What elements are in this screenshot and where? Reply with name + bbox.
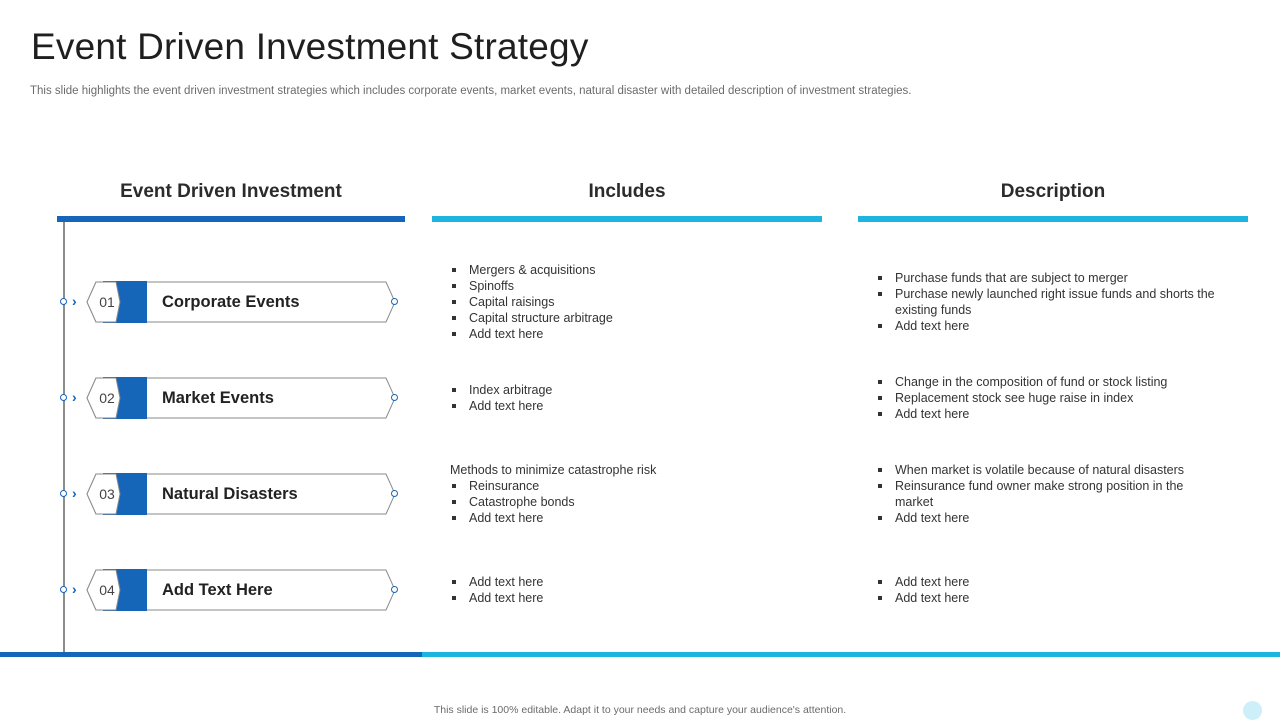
timeline-dot-4	[60, 586, 67, 593]
footer-note: This slide is 100% editable. Adapt it to your needs and capture your audience's attention.	[433, 704, 847, 716]
list-item: Index arbitrage	[450, 382, 552, 398]
list-item: Capital structure arbitrage	[450, 310, 613, 326]
description-list-4	[876, 574, 1221, 606]
list-item: Change in the composition of fund or stock listing	[876, 374, 1221, 390]
timeline-dot-1	[60, 298, 67, 305]
list-item: Replacement stock see huge raise in index	[876, 390, 1221, 406]
chevron-right-icon: ›	[72, 293, 77, 309]
event-label: Corporate Events	[162, 293, 300, 311]
list-item: Spinoffs	[450, 278, 613, 294]
list-item: Add text here	[876, 318, 1221, 334]
list-item: Add text here	[450, 326, 613, 342]
column-bar-includes	[432, 216, 822, 222]
event-item-natural-disasters[interactable]	[86, 473, 400, 515]
description-list-1	[876, 270, 1221, 334]
event-item-market-events[interactable]	[86, 377, 400, 419]
list-item: Purchase funds that are subject to merger	[876, 270, 1221, 286]
page-title: Event Driven Investment Strategy	[31, 26, 589, 67]
list-item: Add text here	[876, 510, 1221, 526]
event-label: Natural Disasters	[162, 485, 298, 503]
event-end-dot-3	[391, 490, 398, 497]
column-header-includes: Includes	[588, 181, 666, 202]
list-item: Add text here	[876, 590, 1221, 606]
event-end-dot-4	[391, 586, 398, 593]
event-item-add-text[interactable]	[86, 569, 400, 611]
description-list-2	[876, 374, 1221, 422]
includes-list-4	[450, 574, 543, 606]
list-item: Catastrophe bonds	[450, 494, 575, 510]
column-header-description: Description	[1000, 181, 1106, 202]
event-number: 04	[99, 582, 115, 598]
column-bar-event	[57, 216, 405, 222]
chevron-right-icon: ›	[72, 485, 77, 501]
event-label: Market Events	[162, 389, 274, 407]
event-end-dot-1	[391, 298, 398, 305]
includes-list-1	[450, 262, 613, 342]
list-item: When market is volatile because of natural disasters	[876, 462, 1221, 478]
list-item: Add text here	[450, 510, 575, 526]
list-item: Reinsurance fund owner make strong position in the market	[876, 478, 1221, 510]
chevron-right-icon: ›	[72, 389, 77, 405]
column-header-event: Event Driven Investment	[120, 181, 342, 202]
list-item: Add text here	[450, 590, 543, 606]
event-end-dot-2	[391, 394, 398, 401]
list-item: Add text here	[876, 406, 1221, 422]
column-bar-description	[858, 216, 1248, 222]
bottom-bar-light	[422, 652, 1280, 657]
list-item: Add text here	[450, 398, 552, 414]
includes-intro-3: Methods to minimize catastrophe risk	[450, 463, 657, 477]
page-subtitle: This slide highlights the event driven investment strategies which includes corporate events, market events, natural disaster with detailed description of investment strategies.	[30, 85, 912, 97]
list-item: Mergers & acquisitions	[450, 262, 613, 278]
chevron-right-icon: ›	[72, 581, 77, 597]
list-item: Add text here	[450, 574, 543, 590]
event-number: 02	[99, 390, 115, 406]
corner-circle-icon	[1243, 701, 1262, 720]
timeline-dot-2	[60, 394, 67, 401]
timeline-dot-3	[60, 490, 67, 497]
description-list-3	[876, 462, 1221, 526]
list-item: Purchase newly launched right issue funds and shorts the existing funds	[876, 286, 1221, 318]
list-item: Reinsurance	[450, 478, 575, 494]
event-number: 01	[99, 294, 115, 310]
bottom-bar-dark	[0, 652, 422, 657]
event-label: Add Text Here	[162, 581, 273, 599]
event-item-corporate-events[interactable]	[86, 281, 400, 323]
list-item: Capital raisings	[450, 294, 613, 310]
includes-list-2	[450, 382, 552, 414]
list-item: Add text here	[876, 574, 1221, 590]
event-number: 03	[99, 486, 115, 502]
includes-list-3	[450, 478, 575, 526]
